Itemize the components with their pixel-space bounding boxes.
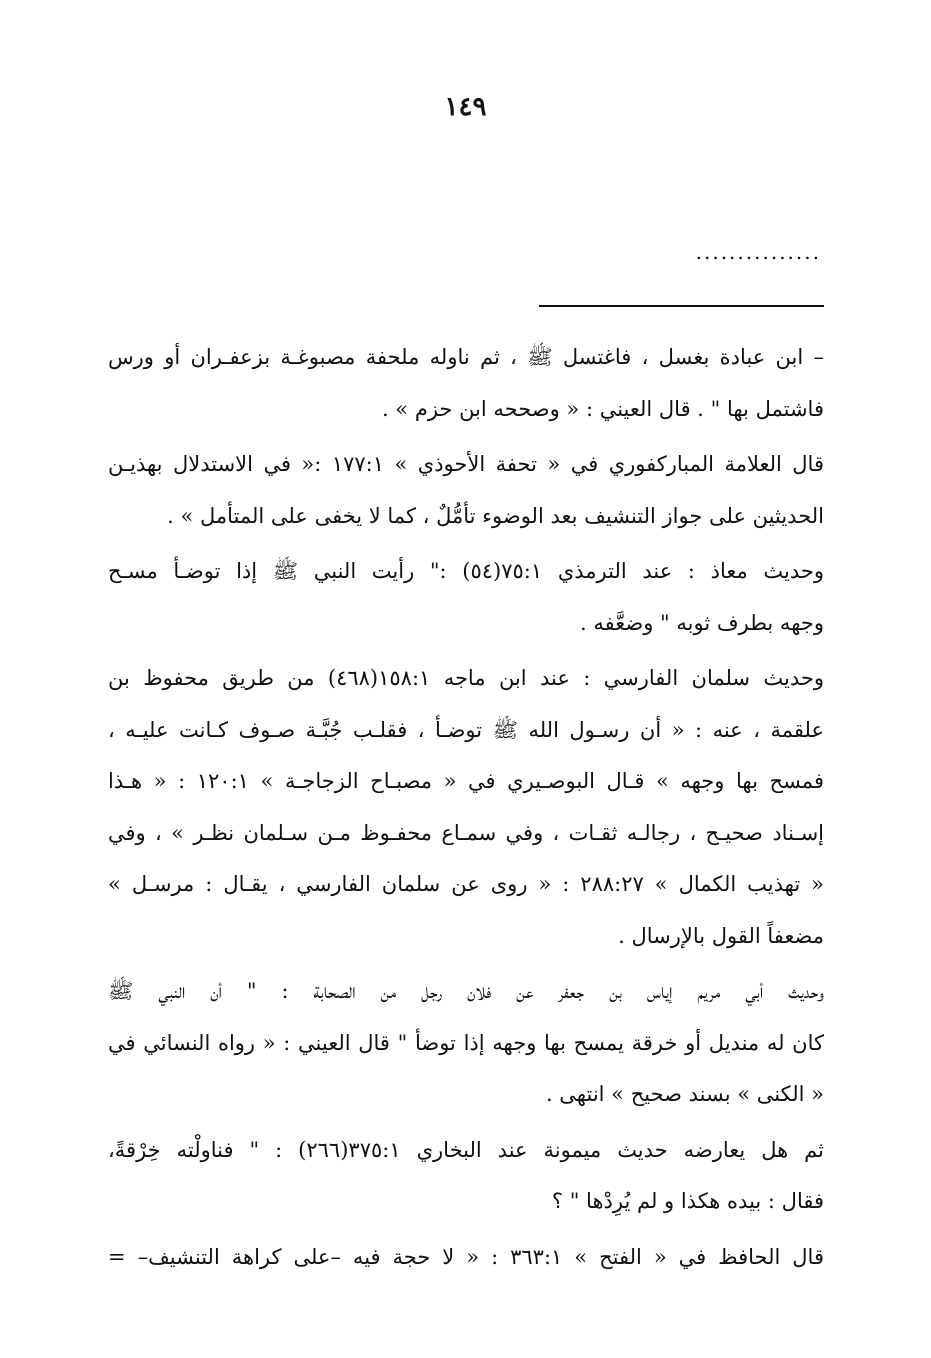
footnote-body xyxy=(108,332,824,1283)
footnote-rule xyxy=(539,305,824,307)
text-line: ثم هل يعارضه حديث ميمونة عند البخاري ٣٧٥:١(٢٦٦) : " فناولْته خِرْقةً، xyxy=(108,1137,824,1162)
text-line: مضعفاً القول بالإرسال . xyxy=(618,923,824,948)
text-line: وحديث معاذ : عند الترمذي ٧٥:١(٥٤) :" رأيت النبي ﷺ إذا توضـأ مسـح xyxy=(108,559,824,583)
paragraph xyxy=(108,439,824,542)
text-line: الحديثين على جواز التنشيف بعد الوضوء تأمُّلٌ ، كما لا يخفى على المتأمل » . xyxy=(167,503,824,528)
text-line: قال الحافظ في « الفتح » ٣٦٣:١ : « لا حجة فيه –على كراهة التنشيف– = xyxy=(108,1244,824,1269)
page-number: ١٤٩ xyxy=(444,92,487,122)
text-line: وحديث أبي مريم إياس بن جعفر عن فلان رجل من الصحابة : " أن النبي ﷺ xyxy=(108,979,824,1003)
paragraph xyxy=(108,653,824,962)
text-line: – ابن عبادة بغسل ، فاغتسل ﷺ ، ثم ناوله ملحفة مصبوغـة بزعفـران أو ورس xyxy=(108,345,824,369)
text-line: فقال : بيده هكذا و لم يُرِدْها " ؟ xyxy=(551,1189,824,1213)
paragraph xyxy=(108,332,824,435)
text-line: كان له منديل أو خرقة يمسح بها وجهه إذا توضأ " قال العيني : « رواه النسائي في xyxy=(108,1030,824,1055)
paragraph xyxy=(108,966,824,1121)
text-line: قال العلامة المباركفوري في « تحفة الأحوذي » ١٧٧:١ :« في الاستدلال بهذيـن xyxy=(108,452,824,476)
separator-dots: ............... xyxy=(695,240,821,264)
text-line: علقمة ، عنه : « أن رسـول الله ﷺ توضـأ ، فقلـب جُبَّـة صـوف كـانت عليـه ، xyxy=(108,717,824,742)
paragraph xyxy=(108,546,824,649)
text-line: « تهذيب الكمال » ٢٨٨:٢٧ : « روى عن سلمان الفارسي ، يقـال : مرسـل » xyxy=(108,872,824,896)
paragraph xyxy=(108,1125,824,1228)
text-line: « الكنى » بسند صحيح » انتهى . xyxy=(545,1082,824,1106)
text-line: فاشتمل بها " . قال العيني : « وصححه ابن حزم » . xyxy=(381,396,824,421)
text-line: فمسح بها وجهه » قـال البوصـيري في « مصبـاح الزجاجـة » ١٢٠:١ : « هـذا xyxy=(108,769,824,793)
text-line: وجهه بطرف ثوبه " وضعَّفه . xyxy=(580,610,824,635)
text-line: وحديث سلمان الفارسي : عند ابن ماجه ١٥٨:١(٤٦٨) من طريق محفوظ بن xyxy=(108,666,824,690)
text-line: إسـناد صحيـح ، رجالـه ثقـات ، وفي سمـاع محفـوظ مـن سـلمان نظـر » ، وفي xyxy=(108,820,824,845)
paragraph xyxy=(108,1232,824,1284)
